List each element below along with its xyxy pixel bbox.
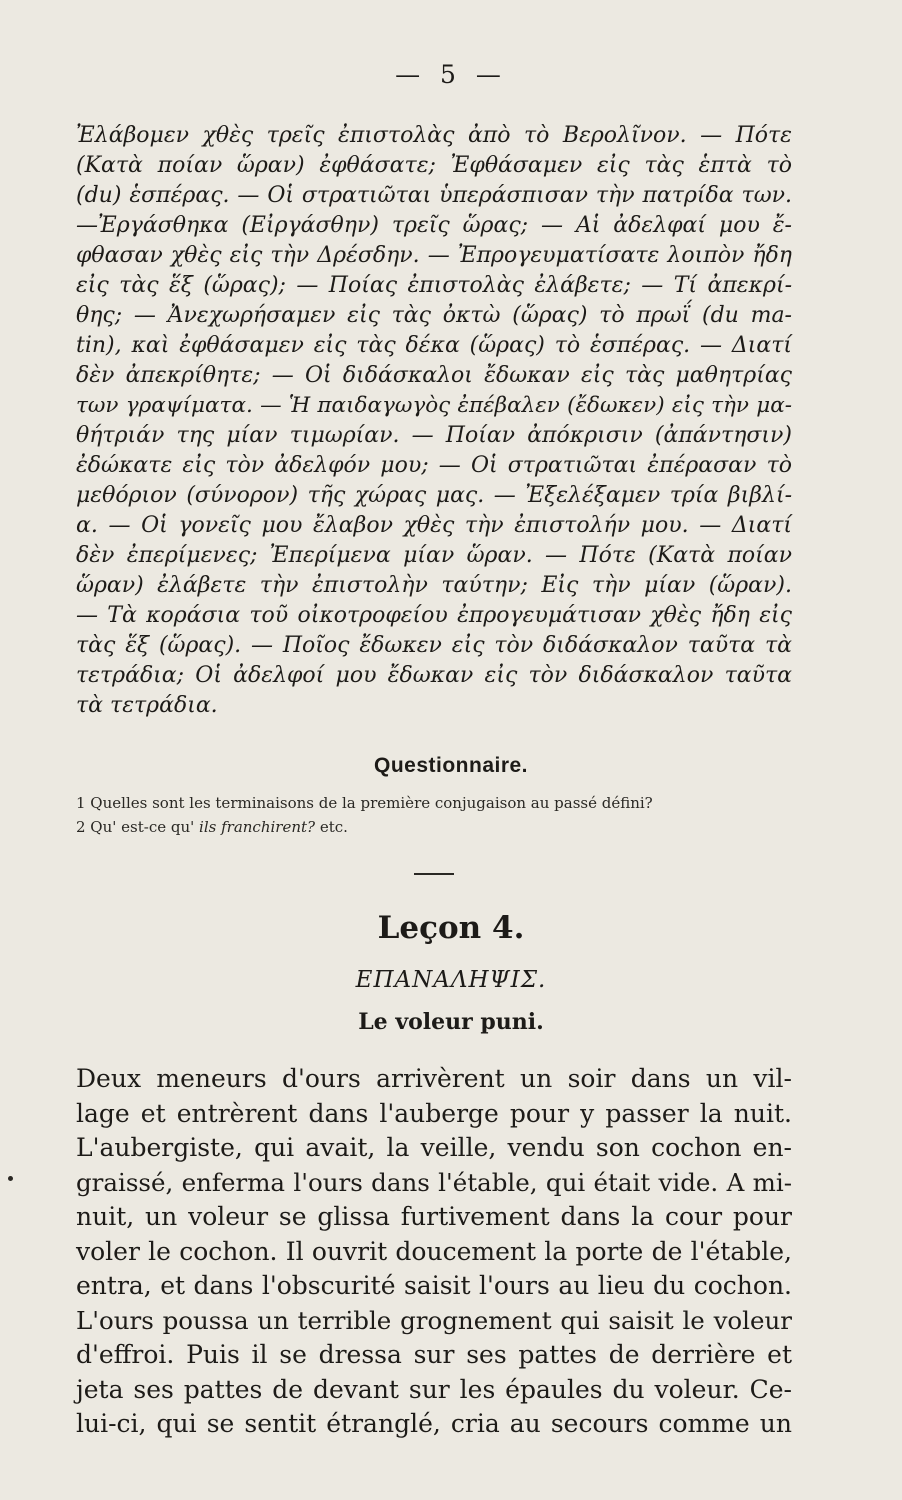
page-number: — 5 — (395, 60, 507, 89)
greek-line: των γραψίματα. — Ἡ παιδαγωγὸς ἐπέβαλεν (ἔδωκεν) εἰς τὴν μα- (76, 393, 792, 418)
greek-line: ἐδώκατε εἰς τὸν ἀδελφόν μου; — Οἱ στρατιῶται ἐπέρασαν τὸ (76, 453, 792, 478)
greek-line: ὥραν) ἐλάβετε τὴν ἐπιστολὴν ταύτην; Εἰς τὴν μίαν (ὥραν). (76, 573, 792, 598)
french-line: lui-ci, qui se sentit étranglé, cria au secours comme un (76, 1409, 792, 1438)
story-title: Le voleur puni. (358, 1009, 544, 1035)
french-line: entra, et dans l'obscurité saisit l'ours au lieu du cochon. (76, 1271, 792, 1300)
greek-line: α. — Οἱ γονεῖς μου ἔλαβον χθὲς τὴν ἐπιστολήν μου. — Διατί (76, 513, 792, 538)
greek-line: Ἐλάβομεν χθὲς τρεῖς ἐπιστολὰς ἀπὸ τὸ Βερολῖνον. — Πότε (76, 123, 792, 148)
french-line: jeta ses pattes de devant sur les épaules du voleur. Ce- (76, 1374, 792, 1404)
question-2 (76, 815, 792, 839)
greek-line: δὲν ἐπερίμενες; Ἐπερίμενα μίαν ὥραν. — Πότε (Κατὰ ποίαν (76, 543, 792, 568)
questionnaire-list (76, 791, 792, 839)
greek-line: φθασαν χθὲς εἰς τὴν Δρέσδην. — Ἐπρογευματίσατε λοιπὸν ἤδη (76, 243, 792, 268)
greek-line: — Τὰ κοράσια τοῦ οἰκοτροφείου ἐπρογευμάτισαν χθὲς ἤδη εἰς (76, 603, 792, 628)
french-line: voler le cochon. Il ouvrit doucement la porte de l'étable, (76, 1236, 792, 1266)
greek-line: δὲν ἀπεκρίθητε; — Οἱ διδάσκαλοι ἔδωκαν εἰς τὰς μαθητρίας (76, 363, 792, 388)
greek-line: (du) ἑσπέρας. — Οἱ στρατιῶται ὑπεράσπισαν τὴν πατρίδα των. (76, 183, 792, 208)
greek-line: τὰς ἕξ (ὥρας). — Ποῖος ἔδωκεν εἰς τὸν διδάσκαλον ταῦτα τὰ (76, 633, 792, 658)
questionnaire-title: Questionnaire. (373, 754, 529, 777)
lesson-subheading: ΕΠΑΝΑΛΗΨΙΣ. (355, 967, 547, 993)
french-line: graissé, enferma l'ours dans l'étable, qui était vide. A mi- (76, 1167, 792, 1197)
greek-line: τετράδια; Οἱ ἀδελφοί μου ἔδωκαν εἰς τὸν διδάσκαλον ταῦτα (76, 663, 792, 688)
french-line: Deux meneurs d'ours arrivèrent un soir dans un vil- (76, 1064, 792, 1093)
greek-line: εἰς τὰς ἕξ (ὥρας); — Ποίας ἐπιστολὰς ἐλάβετε; — Τί ἀπεκρί- (76, 273, 792, 298)
greek-line: τὰ τετράδια. (76, 693, 218, 718)
ink-spot (8, 1176, 13, 1181)
question-2-prefix: 2 Qu' est-ce qu' (76, 818, 195, 836)
greek-line: μεθόριον (σύνορον) τῆς χώρας μας. — Ἐξελέξαμεν τρία βιβλί- (76, 483, 792, 508)
section-divider (414, 873, 454, 875)
greek-line: tin), καὶ ἐφθάσαμεν εἰς τὰς δέκα (ὥρας) τὸ ἑσπέρας. — Διατί (76, 333, 792, 358)
lesson-title: Leçon 4. (377, 910, 525, 946)
french-line: L'ours poussa un terrible grognement qui saisit le voleur (76, 1305, 792, 1335)
french-line: lage et entrèrent dans l'auberge pour y passer la nuit. (76, 1098, 792, 1128)
french-line: d'effroi. Puis il se dressa sur ses pattes de derrière et (76, 1340, 792, 1369)
french-story-text (76, 1062, 792, 1442)
question-1: 1 Quelles sont les terminaisons de la première conjugaison au passé défini? (76, 794, 653, 812)
greek-line: θης; — Ἀνεχωρήσαμεν εἰς τὰς ὀκτὼ (ὥρας) τὸ πρωΐ (du ma- (76, 303, 792, 328)
greek-line: θήτριάν της μίαν τιμωρίαν. — Ποίαν ἀπόκρισιν (ἀπάντησιν) (76, 423, 792, 448)
french-line: nuit, un voleur se glissa furtivement dans la cour pour (76, 1202, 792, 1231)
question-2-suffix: etc. (315, 818, 348, 836)
greek-line: —Ἐργάσθηκα (Εἰργάσθην) τρεῖς ὥρας; — Αἱ ἀδελφαί μου ἔ- (76, 213, 792, 238)
greek-line: (Κατὰ ποίαν ὥραν) ἐφθάσατε; Ἐφθάσαμεν εἰς τὰς ἑπτὰ τὸ (76, 153, 792, 178)
greek-exercise-text (76, 121, 792, 721)
question-2-italic: ils franchirent? (199, 818, 316, 836)
french-line: L'aubergiste, qui avait, la veille, vendu son cochon en- (76, 1133, 792, 1162)
